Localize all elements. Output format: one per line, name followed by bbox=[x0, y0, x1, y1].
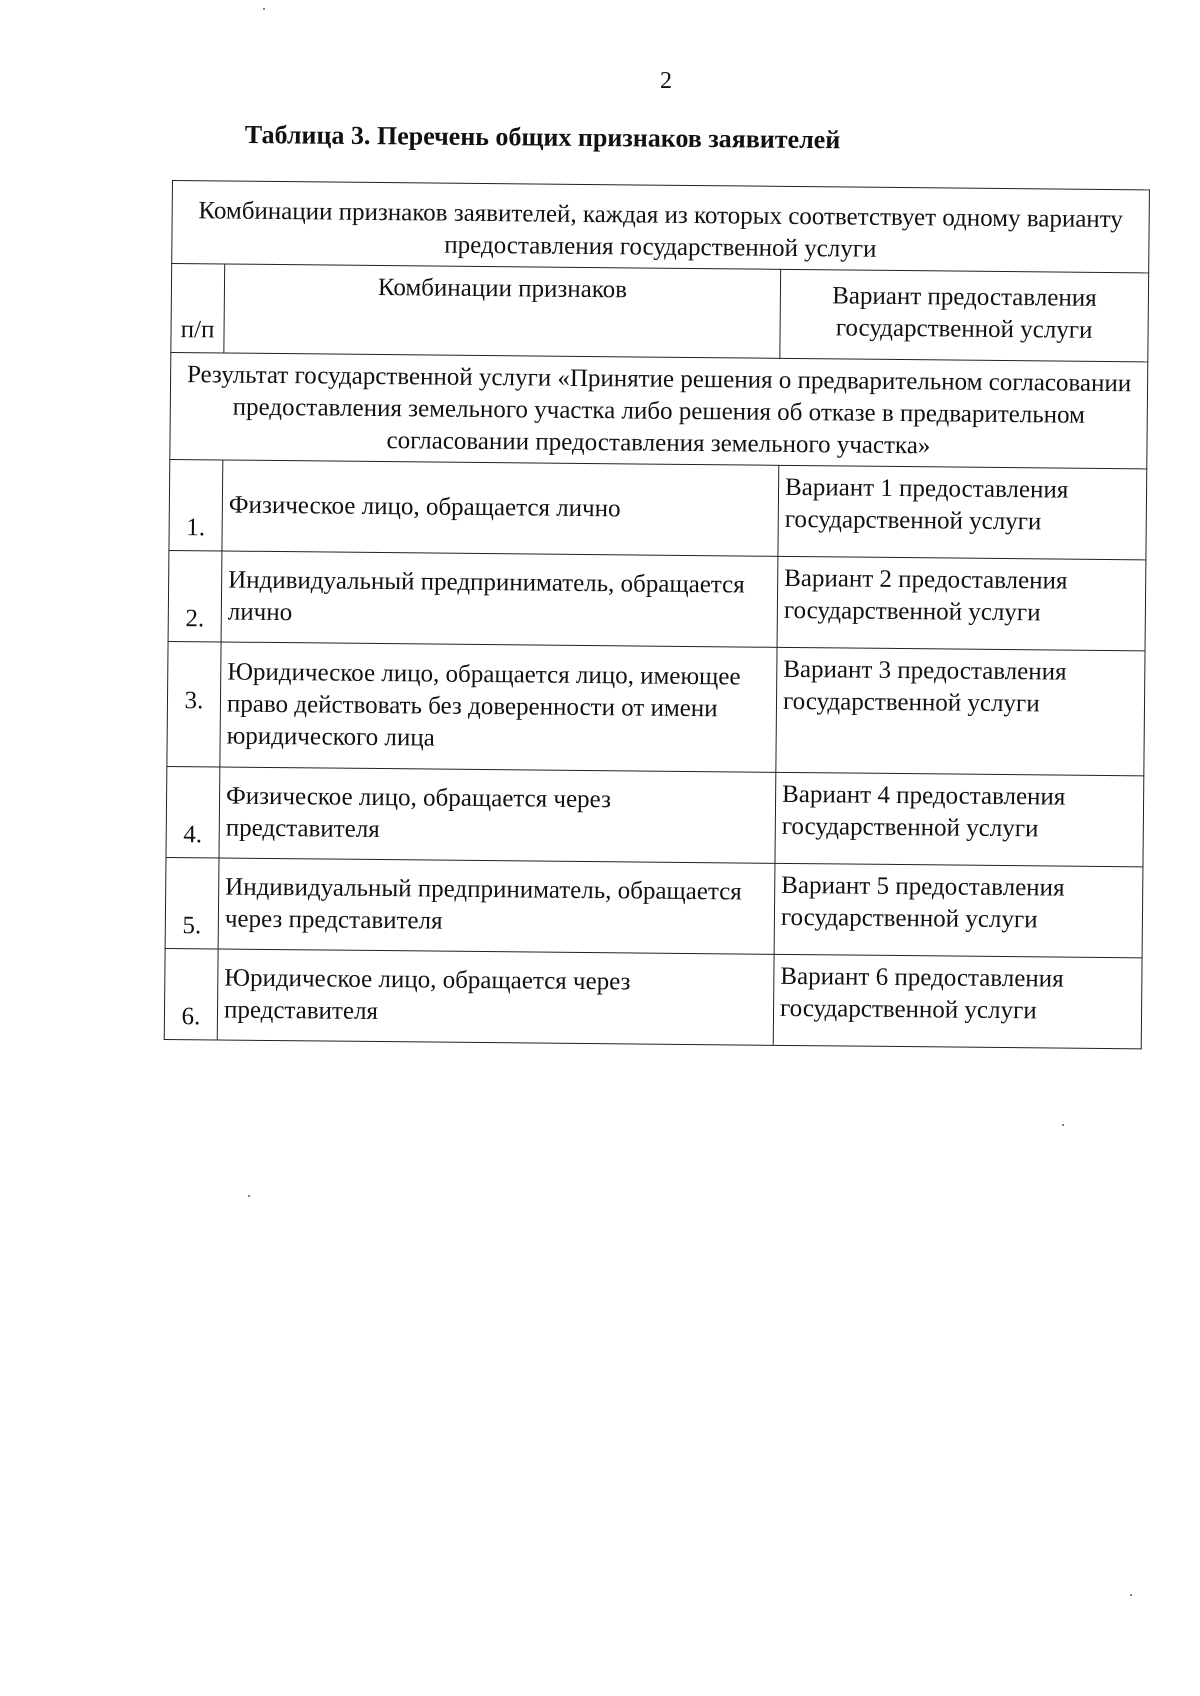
table-top-header: Комбинации признаков заявителей, каждая из которых соответствует одному варианту предоставления государственной услуги bbox=[172, 181, 1150, 273]
row-number: 2. bbox=[168, 550, 222, 642]
row-variant: Вариант 6 предоставления государственной услуги bbox=[773, 954, 1142, 1049]
row-number: 1. bbox=[169, 459, 223, 551]
row-signs: Юридическое лицо, обращается лицо, имеющее право действовать без доверенности от имени юридического лица bbox=[220, 642, 777, 772]
row-signs: Физическое лицо, обращается лично bbox=[222, 460, 779, 556]
row-number: 6. bbox=[164, 948, 218, 1040]
table-row bbox=[166, 766, 1144, 866]
scan-speck bbox=[1062, 1124, 1064, 1126]
page-number: 2 bbox=[660, 68, 672, 94]
row-variant: Вариант 5 предоставления государственной услуги bbox=[774, 863, 1143, 958]
scan-speck bbox=[263, 8, 265, 10]
table-row bbox=[165, 857, 1143, 957]
row-signs: Индивидуальный предприниматель, обращается лично bbox=[221, 551, 778, 647]
scan-speck bbox=[248, 1195, 250, 1197]
row-variant: Вариант 1 предоставления государственной услуги bbox=[778, 465, 1147, 560]
row-signs: Юридическое лицо, обращается через представителя bbox=[217, 949, 774, 1045]
applicant-signs-table bbox=[164, 180, 1150, 1049]
table-row bbox=[169, 459, 1147, 559]
table-row bbox=[164, 948, 1142, 1048]
result-heading-row bbox=[170, 352, 1148, 468]
table-title: Таблица 3. Перечень общих признаков заявителей bbox=[244, 120, 841, 155]
table-top-header-row bbox=[172, 181, 1150, 273]
applicant-signs-table-wrap bbox=[164, 180, 1150, 1049]
table-row bbox=[167, 641, 1145, 775]
column-header-signs: Комбинации признаков bbox=[224, 264, 781, 358]
scan-speck bbox=[1130, 1594, 1132, 1596]
row-signs: Физическое лицо, обращается через представителя bbox=[219, 767, 776, 863]
table-row bbox=[168, 550, 1146, 650]
row-variant: Вариант 3 предоставления государственной услуги bbox=[776, 647, 1145, 776]
row-number: 5. bbox=[165, 857, 219, 949]
row-variant: Вариант 4 предоставления государственной услуги bbox=[775, 772, 1144, 867]
result-heading: Результат государственной услуги «Принятие решения о предварительном согласовании предоставления земельного участка либо решения об отказе в предварительном согласовании предоставления земельного участка» bbox=[170, 352, 1148, 468]
column-header-variant: Вариант предоставления государственной услуги bbox=[780, 269, 1149, 362]
row-number: 4. bbox=[166, 766, 220, 858]
row-number: 3. bbox=[167, 641, 221, 767]
row-signs: Индивидуальный предприниматель, обращается через представителя bbox=[218, 858, 775, 954]
column-header-number: п/п bbox=[171, 264, 225, 354]
row-variant: Вариант 2 предоставления государственной услуги bbox=[777, 556, 1146, 651]
column-header-row bbox=[171, 264, 1149, 362]
